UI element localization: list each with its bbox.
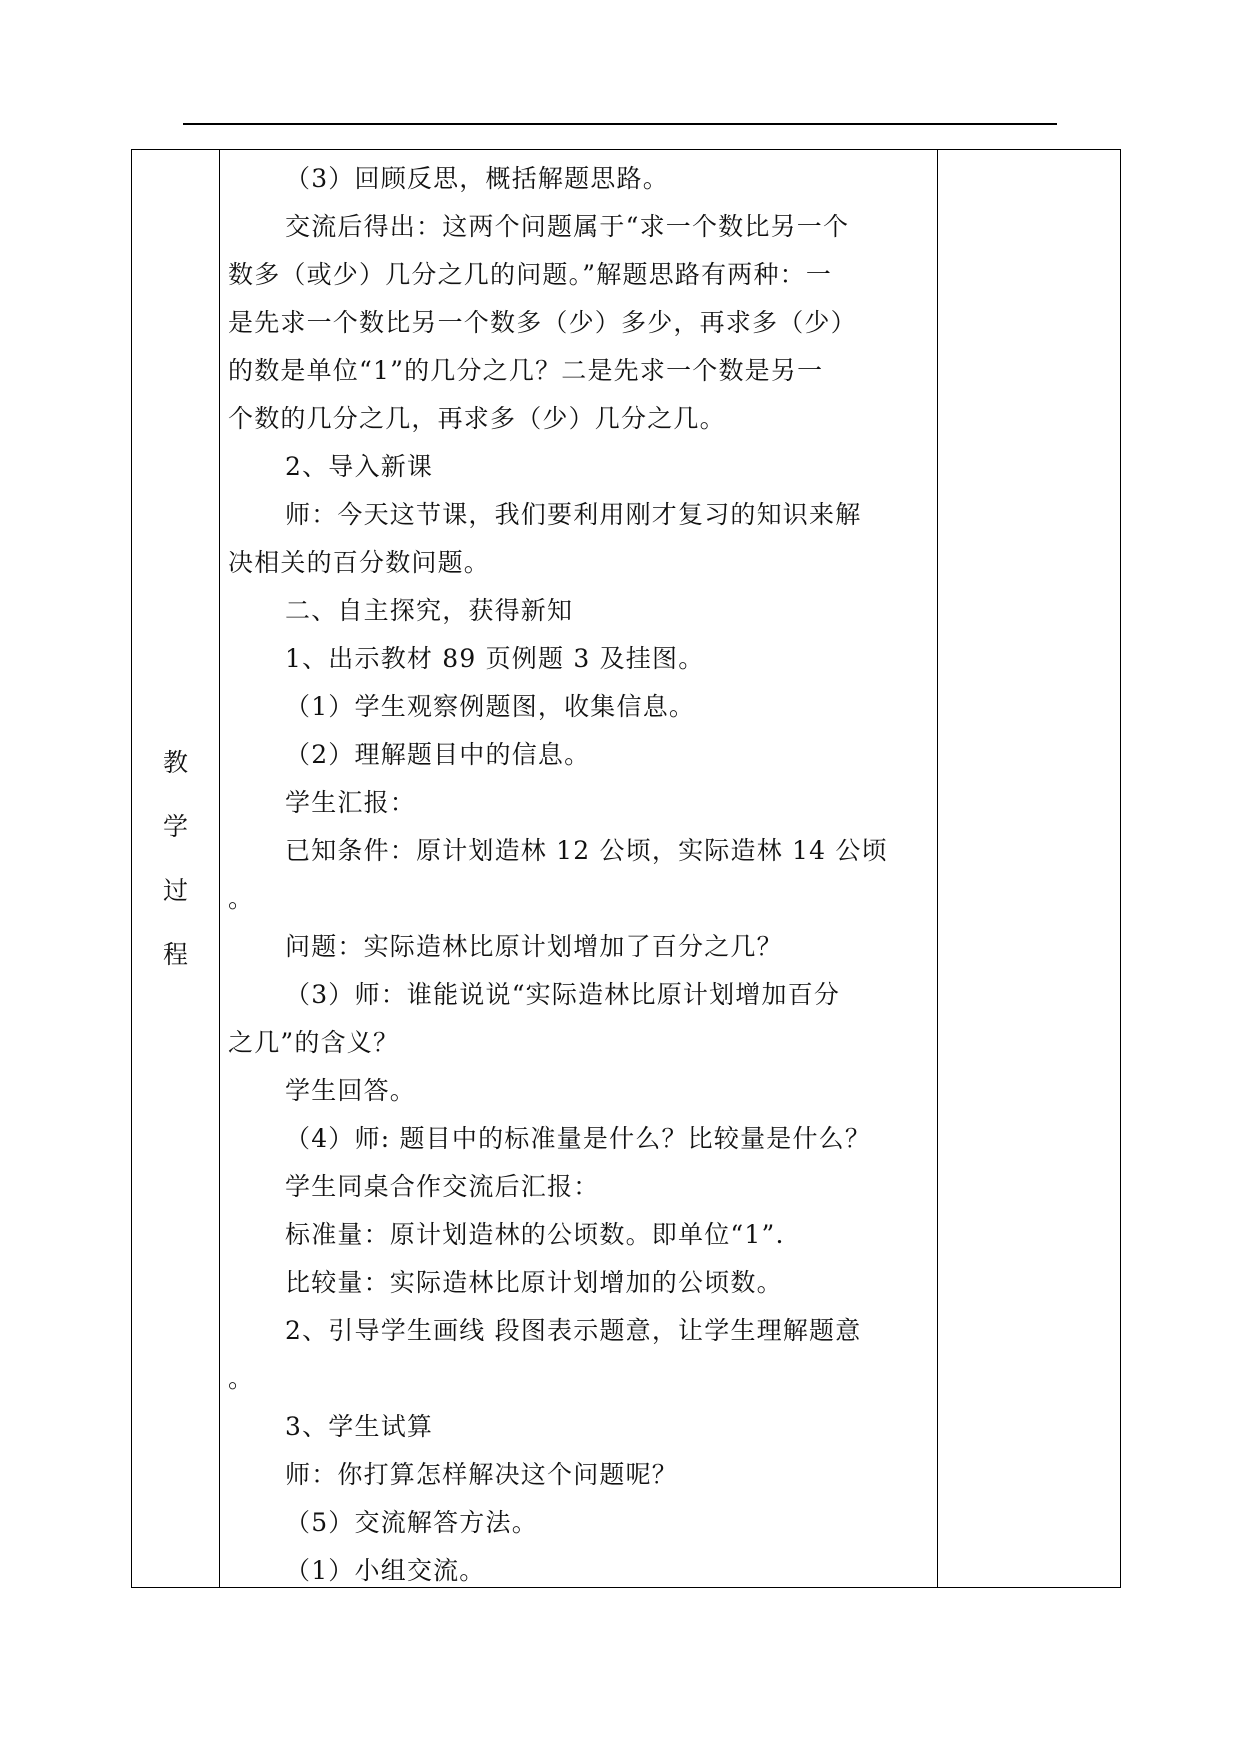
text-line: 师：你打算怎样解决这个问题呢？ bbox=[285, 1460, 679, 1489]
text-line: 比较量：实际造林比原计划增加的公顷数。 bbox=[285, 1268, 783, 1297]
text-line: 。 bbox=[228, 1364, 255, 1393]
text-line: 学生汇报： bbox=[285, 788, 417, 817]
text-line: 3、学生试算 bbox=[285, 1412, 434, 1441]
section-label-char: 学 bbox=[162, 812, 188, 841]
text-line: 个数的几分之几，再求多（少）几分之几。 bbox=[228, 404, 726, 433]
section-label-char: 教 bbox=[162, 748, 188, 777]
text-line: （1）小组交流。 bbox=[285, 1556, 486, 1585]
text-line: （3）回顾反思，概括解题思路。 bbox=[285, 164, 669, 193]
text-line: 决相关的百分数问题。 bbox=[228, 548, 491, 577]
text-line: 之几”的含义？ bbox=[228, 1028, 400, 1057]
text-line: （4）师: 题目中的标准量是什么？比较量是什么？ bbox=[285, 1124, 872, 1153]
text-line: 学生同桌合作交流后汇报： bbox=[285, 1172, 600, 1201]
section-label-teaching-process bbox=[132, 750, 219, 1006]
text-line: 交流后得出：这两个问题属于“求一个数比另一个 bbox=[285, 212, 850, 241]
text-line: 已知条件：原计划造林 12 公顷，实际造林 14 公顷 bbox=[285, 836, 888, 865]
text-line: 2、导入新课 bbox=[285, 452, 434, 481]
text-line: 。 bbox=[228, 884, 255, 913]
header-rule bbox=[183, 123, 1057, 125]
lesson-table bbox=[131, 149, 1121, 1588]
column-divider-right bbox=[937, 150, 938, 1587]
section-label-char: 过 bbox=[162, 876, 188, 905]
text-line: （2）理解题目中的信息。 bbox=[285, 740, 591, 769]
text-line: 1、出示教材 89 页例题 3 及挂图。 bbox=[285, 644, 705, 673]
text-line: 标准量：原计划造林的公顷数。即单位“1”. bbox=[285, 1220, 785, 1249]
text-line: 2、引导学生画线 段图表示题意，让学生理解题意 bbox=[285, 1316, 862, 1345]
text-line: 的数是单位“1”的几分之几？二是先求一个数是另一 bbox=[228, 356, 824, 385]
text-line: （1）学生观察例题图，收集信息。 bbox=[285, 692, 696, 721]
text-line: 是先求一个数比另一个数多（少）多少，再求多（少） bbox=[228, 308, 857, 337]
text-line: 数多（或少）几分之几的问题。”解题思路有两种：一 bbox=[228, 260, 833, 289]
section-label-char: 程 bbox=[162, 940, 188, 969]
text-line: 学生回答。 bbox=[285, 1076, 417, 1105]
text-line: 师：今天这节课，我们要利用刚才复习的知识来解 bbox=[285, 500, 862, 529]
column-divider-left bbox=[219, 150, 220, 1587]
text-line: （3）师：谁能说说“实际造林比原计划增加百分 bbox=[285, 980, 841, 1009]
text-line: 二、自主探究，获得新知 bbox=[285, 596, 574, 625]
text-line: 问题：实际造林比原计划增加了百分之几？ bbox=[285, 932, 783, 961]
text-line: （5）交流解答方法。 bbox=[285, 1508, 538, 1537]
